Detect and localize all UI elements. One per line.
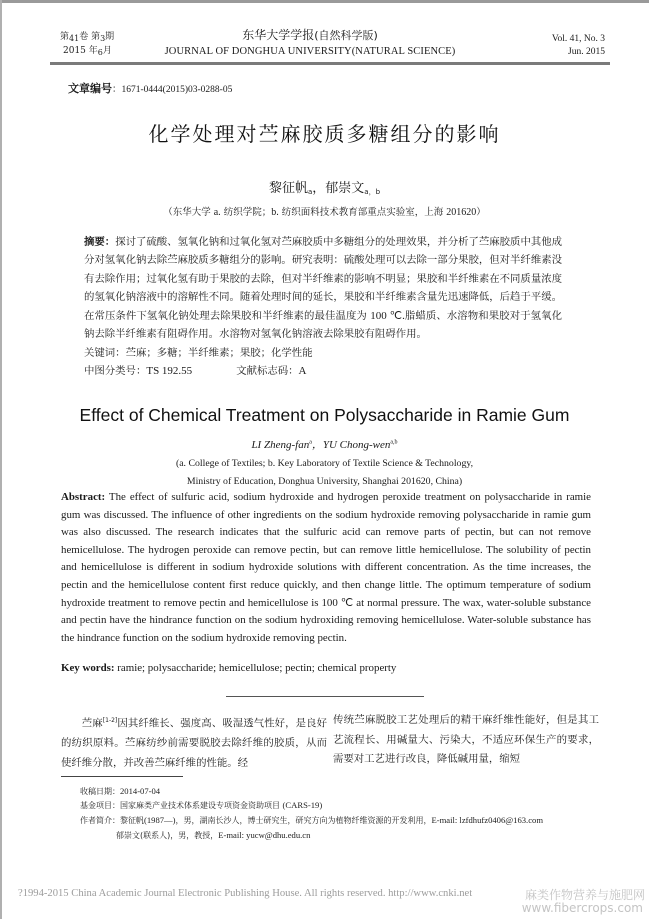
author-1-name: 黎征帆: [120, 816, 144, 825]
footnote-received: [80, 784, 160, 799]
author-sep: ，: [312, 181, 326, 196]
vol-mid: 卷 第: [79, 32, 101, 42]
received-date: 2014-07-04: [120, 786, 161, 796]
fund-value: 国家麻类产业技术体系建设专项资金资助项目: [120, 801, 280, 810]
footnote-author-2: [116, 828, 310, 843]
abstract-en-text: The effect of sulfuric acid, sodium hydroxide and hydrogen peroxide treatment on polysaccharide in ramie gum was discussed. The influence of other ingredients on the sodium hydroxide removing polysaccharide in ramie gum was also discussed. The research indicates that the sulfuric acid can remove parts of pectin, but can not remove hemicellulose. The hydrogen peroxide can remove pectin, but can remove little hemicellulose. The solubility of pectin and hemicellulose is different in sodium hydroxide solutions with different concentration. As the time increases, the pectin and the hemicellulose content first reduce quickly, and then change little. The optimum temperature of sodium hydroxide treatment to remove pectin and hemicellulose is 100 ℃ at normal pressure. The wax, water-soluble substance and pectin have the hindrance function on the sodium hydroxiding removing hemicellulose. Water-soluble substance has the hindrance function on the sodium hydroxide removing pectin.: [61, 491, 591, 644]
body-right-text: 传统苎麻脱胶工艺处理后的精干麻纤维性能好，但是其工艺流程长、用碱量大、污染大，不适应环保生产的要求，需要对工艺进行改良，降低碱用量，缩短: [333, 714, 599, 766]
keywords-en: [61, 662, 396, 674]
issue-suffix: 期: [105, 32, 115, 42]
affil-part-1: （东华大学: [163, 207, 214, 218]
author-1-affil: a: [307, 188, 313, 196]
author-bio-label: 作者简介：: [80, 816, 120, 825]
body-column-right: [333, 711, 599, 770]
keywords-cn-label: 关键词：: [84, 347, 126, 359]
watermark-url: www.fibercrops.com: [521, 901, 643, 915]
header-rule: [50, 62, 610, 65]
abstract-en-label: Abstract:: [61, 491, 106, 503]
author-1-email[interactable]: E-mail: lzfdhufz0406@163.com: [431, 815, 544, 825]
received-label: 收稿日期：: [80, 787, 120, 796]
author-en-sep: ，: [311, 439, 323, 451]
year-suffix: 年: [88, 46, 98, 56]
journal-name-cn-main: 东华大学学报: [242, 28, 315, 42]
year: 2015: [63, 46, 86, 56]
fund-label: 基金项目：: [80, 801, 120, 810]
keywords-cn: [84, 344, 313, 362]
article-number-value: ：1671-0444(2015)03-0288-05: [112, 85, 233, 95]
author-2-cn: 郁崇文: [325, 181, 365, 196]
keywords-en-value: ramie; polysaccharide; hemicellulose; pectin; chemical property: [114, 662, 397, 674]
affil-mark-a: a.: [213, 207, 221, 218]
authors-cn: [0, 177, 649, 197]
paper-title-en: Effect of Chemical Treatment on Polysaccharide in Ramie Gum: [79, 405, 570, 425]
affiliation-en: [0, 455, 649, 491]
abstract-cn-temp: 100 ℃.: [370, 309, 405, 322]
abstract-cn: [84, 233, 562, 343]
footnote-author-1: [80, 813, 543, 828]
journal-name-cn-sub: (自然科学版): [314, 29, 378, 42]
vol-number: 41: [69, 34, 80, 43]
affiliation-en-line-1: (a. College of Textiles; b. Key Laboratory of Textile Science & Technology,: [175, 458, 474, 469]
article-number: [68, 80, 232, 96]
doc-code-value: A: [298, 365, 307, 377]
author-2-en-affil: a,b: [390, 439, 398, 446]
clc-label: 中图分类号：: [84, 365, 147, 377]
body-column-left: [61, 711, 327, 773]
author-2-role: (联系人): [140, 831, 171, 840]
author-2-affil: a，b: [364, 188, 381, 196]
affil-part-4: ）: [476, 207, 486, 218]
volume-issue-en: Vol. 41, No. 3: [551, 34, 605, 44]
author-1-cn: 黎征帆: [268, 181, 308, 196]
issue-info-cn: [60, 31, 114, 59]
affiliation-en-line-2: Ministry of Education, Donghua University, Shanghai 201620, China): [186, 476, 463, 487]
fund-code: (CARS-19): [282, 800, 323, 810]
abstract-cn-label: 摘要：: [84, 236, 116, 248]
affil-zip: 201620: [446, 207, 477, 218]
author-1-en: LI Zheng-fan: [251, 439, 310, 451]
copyright-notice: ?1994-2015 China Academic Journal Electronic Publishing House. All rights reserved. http://www.cnki.net: [18, 888, 473, 899]
body-left-text: 因其纤维长、强度高、吸湿透气性好，是良好的纺织原料。苎麻纺纱前需要脱胶去除纤维的胶质，从而使纤维分散，并改善苎麻纤维的性能。经: [61, 717, 328, 769]
issue-info-en: [552, 33, 605, 59]
doc-code-label: 文献标志码：: [236, 365, 299, 377]
authors-en: [0, 436, 649, 452]
body-paragraph: [61, 711, 327, 773]
author-1-info: ，男，湖南长沙人，博士研究生，研究方向为植物纤维资源的开发利用，: [175, 816, 432, 825]
abstract-cn-text-2: 脂蜡质、水溶物和果胶对于氢氧化钠去除半纤维素有阻碍作用。水溶物对氢氧化钠溶液去除果胶有阻碍作用。: [84, 309, 562, 341]
keywords-en-label: Key words:: [61, 662, 115, 674]
author-1-years: (1987—): [144, 815, 176, 825]
author-2-en: YU Chong-wen: [322, 439, 391, 451]
affil-mark-b: b.: [271, 207, 279, 218]
paper-title-cn: 化学处理对苎麻胶质多糖组分的影响: [148, 122, 501, 146]
journal-name-en: JOURNAL OF DONGHUA UNIVERSITY(NATURAL SCIENCE): [164, 46, 456, 57]
affiliation-cn: [0, 204, 649, 218]
abstract-cn-text-1: 探讨了硫酸、氢氧化钠和过氧化氢对苎麻胶质中多糖组分的处理效果，并分析了苎麻胶质中其他成分对氢氧化钠去除苎麻胶质多糖组分的影响。研究表明：硫酸处理可以去除一部分果胶，但对半纤维素没有去除作用；过氧化氢有助于果胶的去除，但对半纤维素的影响不明显；果胶和半纤维素在不同质量浓度的氢氧化钠溶液中的溶解性不同。随着处理时间的延长，果胶和半纤维素含量先迅速降低，后趋于平缓。在常压条件下氢氧化钠处理去除果胶和半纤维素的最佳温度为: [84, 236, 563, 322]
month-suffix: 月: [102, 46, 112, 56]
author-1-en-affil: a: [309, 439, 312, 446]
footnote-rule: [61, 776, 183, 777]
author-2-name: 郁崇文: [116, 831, 140, 840]
body-start: 苎麻: [81, 717, 103, 730]
section-separator: [226, 696, 424, 697]
volume-issue-cn: [60, 31, 114, 45]
article-number-label: 文章编号: [68, 82, 112, 95]
affil-part-3: 纺织面料技术教育部重点实验室，上海: [278, 207, 447, 218]
issue-number: 3: [100, 34, 106, 43]
date-en: Jun. 2015: [568, 47, 605, 57]
date-cn: [60, 45, 114, 59]
month: 6: [97, 48, 103, 57]
journal-header: [160, 27, 460, 60]
citation-ref[interactable]: [1-2]: [102, 717, 118, 724]
keywords-cn-value: 苎麻；多糖；半纤维素；果胶；化学性能: [125, 347, 313, 359]
footnote-fund: [80, 798, 322, 813]
clc-value: TS 192.55: [146, 365, 193, 377]
author-2-info: ，男，教授，: [170, 831, 219, 840]
classification-cn: [84, 362, 306, 380]
vol-prefix: 第: [60, 32, 70, 42]
journal-name-cn: [160, 27, 460, 44]
affil-part-2: 纺织学院；: [220, 207, 272, 218]
author-2-email[interactable]: E-mail: yucw@dhu.edu.cn: [218, 830, 311, 840]
abstract-en: [61, 489, 591, 647]
watermark-cn: 麻类作物营养与施肥网: [524, 888, 645, 902]
page-border-top: [0, 0, 649, 3]
